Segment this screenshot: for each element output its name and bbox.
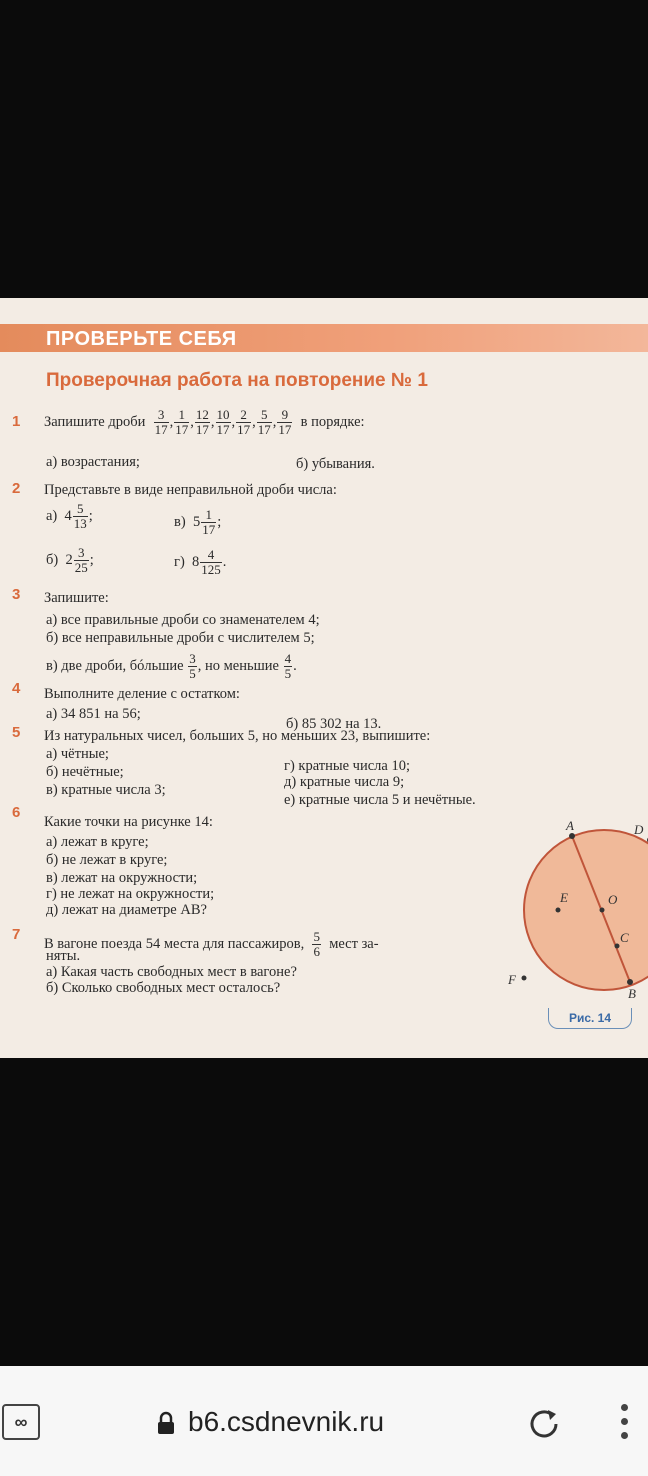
task-4-intro: Выполните деление с остатком: (44, 686, 240, 702)
reload-icon[interactable] (526, 1406, 562, 1442)
task-3-a: а) все правильные дроби со знаменателем 4; (46, 612, 320, 628)
task-1-b: б) убывания. (296, 456, 375, 472)
task-number: 4 (12, 680, 21, 697)
fraction: $\frac{1}{17}$ (175, 407, 189, 437)
figure-caption: Рис. 14 (548, 1008, 632, 1029)
task-2-a: а) 4 $\frac{5}{13}$ ; (46, 501, 93, 531)
label-d: D (634, 822, 644, 837)
lock-icon (156, 1412, 176, 1434)
task-6-d: г) не лежат на окружности; (46, 886, 215, 902)
task-5-c: в) кратные числа 3; (46, 782, 166, 798)
browser-bottom-bar (0, 1366, 648, 1476)
task-2-c: в) 5 $\frac{1}{17}$ ; (174, 507, 222, 537)
point-c (615, 944, 620, 949)
work-title: Проверочная работа на повторение № 1 (46, 370, 428, 391)
url-bar[interactable]: b6.csdnevnik.ru (188, 1406, 385, 1437)
task-5-d: г) кратные числа 10; (284, 758, 410, 774)
header-band-text: ПРОВЕРЬТЕ СЕБЯ (46, 328, 237, 350)
task-4-b: б) 85 302 на 13. (286, 716, 382, 732)
task-4-a: а) 34 851 на 56; (46, 706, 141, 722)
task-3-intro: Запишите: (44, 590, 109, 606)
task-6-b: б) не лежат в круге; (46, 852, 168, 868)
task-7-line: В вагоне поезда 54 места для пассажиров, $\frac{5}{6}$ мест за- (44, 929, 379, 959)
fraction: $\frac{12}{17}$ (195, 407, 209, 437)
point-o (600, 908, 605, 913)
task-1-tail: в порядке: (300, 414, 365, 430)
task-5-e: д) кратные числа 9; (284, 774, 405, 790)
textbook-page (0, 298, 648, 1058)
fraction: $\frac{5}{13}$ (73, 501, 87, 531)
task-number: 6 (12, 804, 21, 821)
point-e (556, 908, 561, 913)
task-5-intro: Из натуральных чисел, больших 5, но меньших 23, выпишите: (44, 728, 431, 744)
task-2-b: б) 2 $\frac{3}{25}$ ; (46, 545, 94, 575)
label-e: E (560, 890, 568, 905)
tabs-icon[interactable]: ∞ (2, 1404, 40, 1440)
task-3-c: в) две дроби, бóльшие $\frac{3}{5}$ , но меньшие $\frac{4}{5}$ . (46, 651, 297, 681)
task-1-a: а) возрастания; (46, 454, 140, 470)
task-7-a: а) Какая часть свободных мест в вагоне? (46, 964, 297, 980)
fraction: $\frac{5}{6}$ (313, 929, 320, 959)
label-f: F (508, 972, 516, 987)
task-5-b: б) нечётные; (46, 764, 124, 780)
fraction: $\frac{2}{17}$ (237, 407, 251, 437)
point-b (627, 979, 633, 985)
fraction: $\frac{3}{25}$ (74, 545, 88, 575)
task-7-b: б) Сколько свободных мест осталось? (46, 980, 281, 996)
figure-circle-diagram (508, 818, 648, 1038)
task-3-b: б) все неправильные дроби с числителем 5; (46, 630, 315, 646)
task-6-a: а) лежат в круге; (46, 834, 149, 850)
label-a: A (566, 818, 574, 833)
task-5-f: е) кратные числа 5 и нечётные. (284, 792, 476, 808)
fraction: $\frac{5}{17}$ (257, 407, 271, 437)
fraction: $\frac{3}{5}$ (189, 651, 196, 681)
task-number: 1 (12, 413, 21, 430)
task-6-e: д) лежат на диаметре AB? (46, 902, 207, 918)
label-c: C (620, 930, 629, 945)
fraction: $\frac{9}{17}$ (278, 407, 292, 437)
task-5-a: а) чётные; (46, 746, 109, 762)
label-o: O (608, 892, 618, 907)
point-a (569, 833, 575, 839)
task-number: 2 (12, 480, 21, 497)
fraction: $\frac{3}{17}$ (154, 407, 168, 437)
task-2-d: г) 8 $\frac{4}{125}$ . (174, 547, 227, 577)
menu-icon[interactable] (618, 1404, 630, 1444)
label-b: B (628, 986, 636, 1001)
fraction: $\frac{4}{5}$ (284, 651, 292, 681)
task-7-line2: няты. (46, 948, 81, 964)
point-f (522, 976, 527, 981)
task-number: 3 (12, 586, 21, 603)
fraction: $\frac{10}{17}$ (216, 407, 230, 437)
task-number: 7 (12, 926, 21, 943)
task-2-intro: Представьте в виде неправильной дроби числа: (44, 482, 337, 498)
fraction: $\frac{1}{17}$ (202, 507, 216, 537)
task-6-intro: Какие точки на рисунке 14: (44, 814, 213, 830)
task-1-intro: Запишите дроби (44, 414, 146, 430)
fraction: $\frac{4}{125}$ (201, 547, 221, 577)
task-1-line: Запишите дроби $\frac{3}{17}$ , $\frac{1}{17}$ , $\frac{12}{17}$ , $\frac{10}{17}$ , $\frac{2}{17}$ , $\frac{5}{17}$ , $\frac{9}{17}$ в порядке: (44, 407, 365, 437)
task-6-c: в) лежат на окружности; (46, 870, 198, 886)
circle (524, 830, 648, 990)
task-number: 5 (12, 724, 21, 741)
